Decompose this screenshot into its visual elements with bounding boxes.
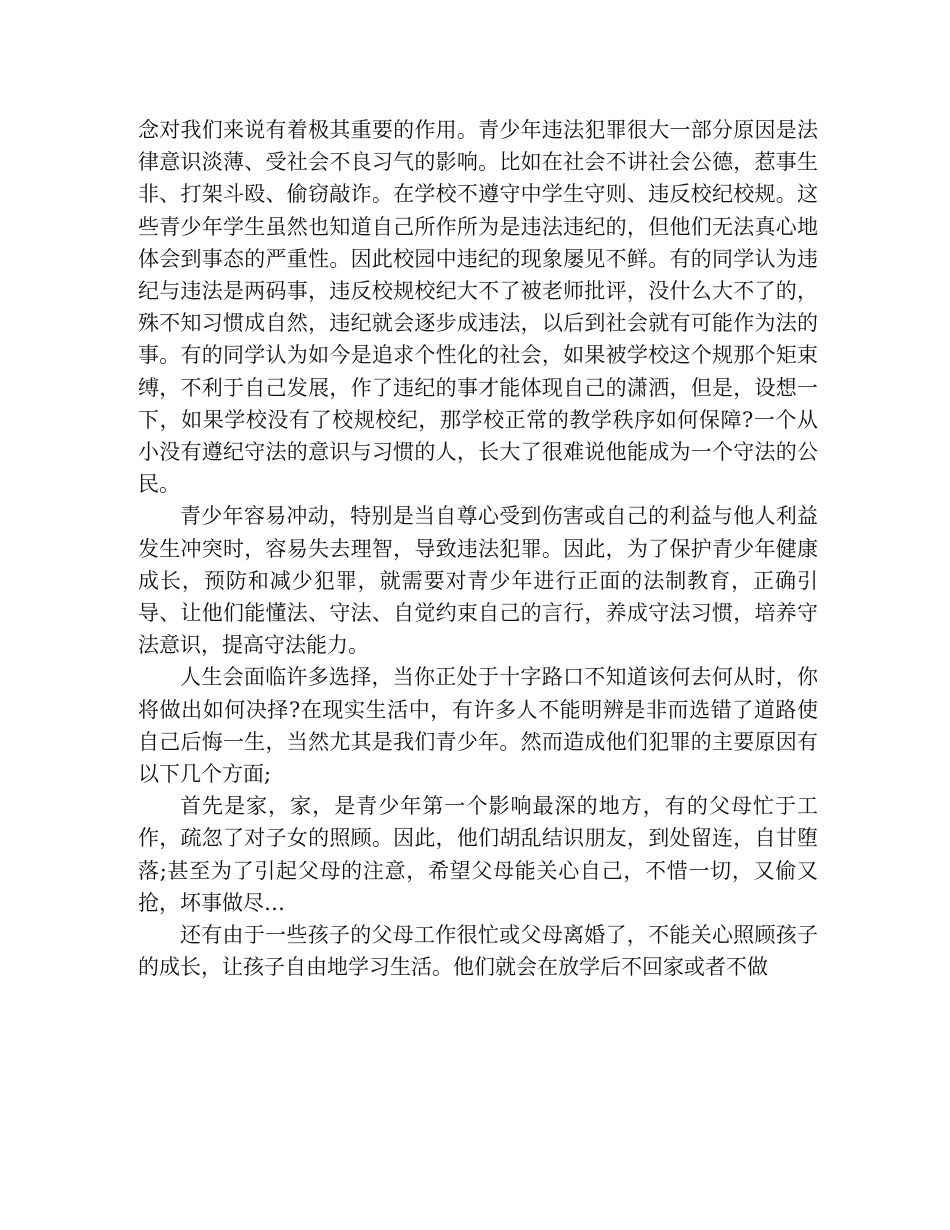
paragraph-3: 人生会面临许多选择，当你正处于十字路口不知道该何去何从时，你将做出如何决择?在现实生活中，有许多人不能明辨是非而选错了道路使自己后悔一生，当然尤其是我们青少年。然而造成他们犯罪的主要原因有以下几个方面;	[138, 665, 818, 787]
paragraph-2: 青少年容易冲动，特别是当自尊心受到伤害或自己的利益与他人利益发生冲突时，容易失去理智，导致违法犯罪。因此，为了保护青少年健康成长，预防和减少犯罪，就需要对青少年进行正面的法制教育，正确引导、让他们能懂法、守法、自觉约束自己的言行，养成守法习惯，培养守法意识，提高守法能力。	[138, 504, 818, 658]
paragraph-5: 还有由于一些孩子的父母工作很忙或父母离婚了，不能关心照顾孩子的成长，让孩子自由地学习生活。他们就会在放学后不回家或者不做	[138, 923, 818, 980]
paragraph-1: 念对我们来说有着极其重要的作用。青少年违法犯罪很大一部分原因是法律意识淡薄、受社会不良习气的影响。比如在社会不讲社会公德，惹事生非、打架斗殴、偷窃敲诈。在学校不遵守中学生守则、违反校纪校规。这些青少年学生虽然也知道自己所作所为是违法违纪的，但他们无法真心地体会到事态的严重性。因此校园中违纪的现象屡见不鲜。有的同学认为违纪与违法是两码事，违反校规校纪大不了被老师批评，没什么大不了的，殊不知习惯成自然，违纪就会逐步成违法，以后到社会就有可能作为法的事。有的同学认为如今是追求个性化的社会，如果被学校这个规那个矩束缚，不利于自己发展，作了违纪的事才能体现自己的潇洒，但是，设想一下，如果学校没有了校规校纪，那学校正常的教学秩序如何保障?一个从小没有遵纪守法的意识与习惯的人，长大了很难说他能成为一个守法的公民。	[138, 118, 818, 497]
paragraph-4: 首先是家，家，是青少年第一个影响最深的地方，有的父母忙于工作，疏忽了对子女的照顾。因此，他们胡乱结识朋友，到处留连，自甘堕落;甚至为了引起父母的注意，希望父母能关心自己，不惜一切，又偷又抢，坏事做尽…	[138, 794, 818, 915]
document-body	[138, 114, 818, 983]
